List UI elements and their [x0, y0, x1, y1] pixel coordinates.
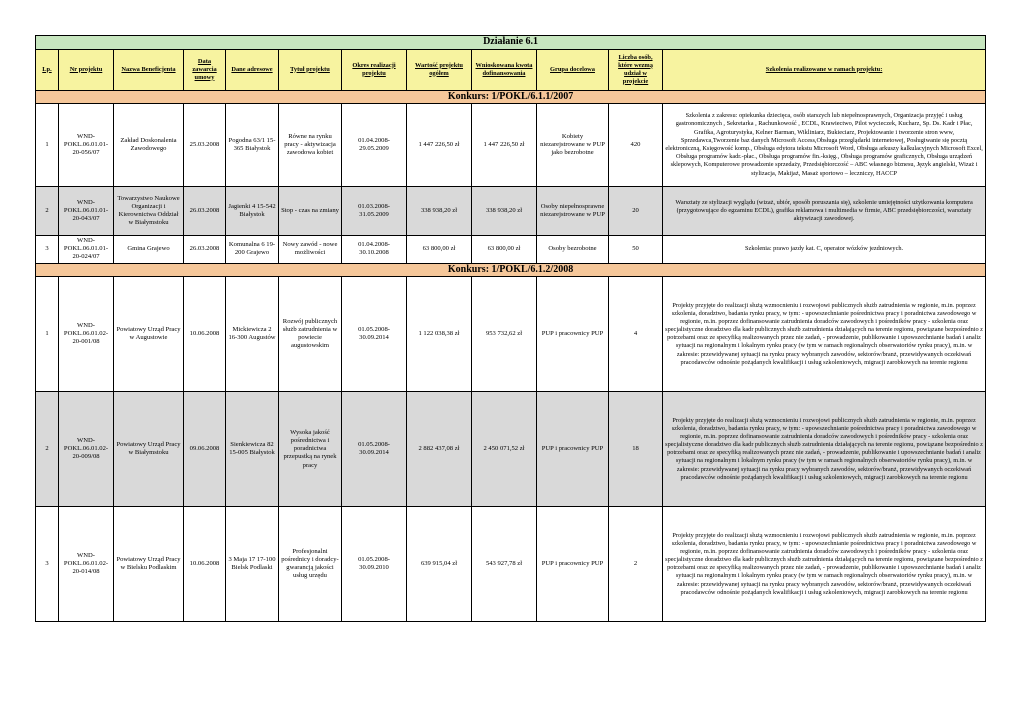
cell-lp: 3 [36, 236, 59, 264]
cell-szkolenia: Szkolenia z zakresu: opiekunka dziecięca, osób starszych lub niepełnosprawnych, Organizacja przyjęć i usług gastronomicznych , Sekretarka , Rachunkowość , ECDL, Krawiectwo, Pilot wycieczek, Kucharz, Sp. Ds. Kadr i Płac, Grafika, Agroturystyka, Kelner Barman, Wikliniarz, Bukieciarz, Projektowanie i tworzenie stron www, Sprzedawca,Tworzenie baz danych Microsoft Access,Obsługa przeglądarki internetowej, Posługiwanie się pocztą elektroniczną, Księgowość komp., Obsługa edytora tekstu Microsoft Word, Obsługa arkuszy kalkulacyjnych Microsoft Excel, Obsługa programów kadr.-płac., Obsługa programów fin.-księg., Obsługa programów graficznych, Obsługa urządzeń sklepowych, Komputerowe prowadzenie sprzedaży, Przedsiębiorczość – ABC własnego biznesu, Język angielski, Wizaż i stylizacja, Makijaż, Masaż sportowo – leczniczy, HACCP [663, 104, 986, 187]
cell-tytul-projektu: Wysoka jakość pośrednictwa i poradnictwa przepustką na rynek pracy [279, 392, 342, 507]
cell-okres-realizacji: 01.05.2008-30.09.2014 [342, 277, 407, 392]
cell-nr-projektu: WND-POKL.06.01.02-20-009/08 [59, 392, 114, 507]
cell-dane-adresowe: Sienkiewicza 82 15-005 Białystok [226, 392, 279, 507]
header-okres-realizacji: Okres realizacji projektu [342, 49, 407, 90]
cell-tytul-projektu: Profesjonalni pośrednicy i doradcy-gwarancją jakości usług urzędu [279, 507, 342, 622]
cell-wnioskowana-kwota: 543 927,78 zł [472, 507, 537, 622]
cell-liczba-osob: 420 [609, 104, 663, 187]
header-liczba-osob: Liczba osób, które wezmą udział w projekcie [609, 49, 663, 90]
cell-szkolenia: Projekty przyjęte do realizacji służą wzmocnieniu i rozwojowi publicznych służb zatrudnienia w regionie, m.in. poprzez szkolenia, doradztwo, badania rynku pracy, w tym: - upowszechnianie pośrednictwa pracy i poradnictwa zawodowego w regionie, m.in. poprzez dofinansowanie zatrudnienia doradców zawodowych i pośredników pracy - szkolenia oraz specjalistyczne doradztwo dla kadr publicznych służb zatrudnienia działających na terenie regionu, powiązane bezpośrednio z potrzebami oraz ze specyfiką realizowanych przez nie zadań, - prowadzenie, publikowanie i upowszechnianie badań i analiz sytuacji na regionalnym i lokalnym rynku pracy (w tym w ramach regionalnych obserwatoriów rynku pracy), m.in. w zakresie: przewidywanej sytuacji na rynku pracy wybranych zawodów, sektorów/branż, przewidywanych oczekiwań pracodawców odnośnie pożądanych kwalifikacji i usług szkoleniowych, migracji zarobkowych na terenie regionu [663, 507, 986, 622]
table-row [36, 392, 986, 507]
table-row [36, 187, 986, 236]
cell-wartosc-projektu: 1 447 226,50 zł [407, 104, 472, 187]
table-row [36, 236, 986, 264]
cell-nr-projektu: WND-POKL.06.01.01-20-024/07 [59, 236, 114, 264]
cell-wnioskowana-kwota: 953 732,62 zł [472, 277, 537, 392]
cell-data-umowy: 10.06.2008 [184, 507, 226, 622]
cell-okres-realizacji: 01.05.2008-30.09.2010 [342, 507, 407, 622]
cell-nr-projektu: WND-POKL.06.01.02-20-014/08 [59, 507, 114, 622]
cell-okres-realizacji: 01.04.2008-30.10.2008 [342, 236, 407, 264]
cell-lp: 1 [36, 277, 59, 392]
table-title: Działanie 6.1 [36, 36, 986, 50]
cell-dane-adresowe: 3 Maja 17 17-100 Bielsk Podlaski [226, 507, 279, 622]
cell-lp: 3 [36, 507, 59, 622]
cell-wnioskowana-kwota: 1 447 226,50 zł [472, 104, 537, 187]
header-wnioskowana-kwota: Wnioskowana kwota dofinansowania [472, 49, 537, 90]
cell-beneficjent: Gmina Grajewo [114, 236, 184, 264]
header-beneficjent: Nazwa Beneficjenta [114, 49, 184, 90]
cell-beneficjent: Towarzystwo Naukowe Organizacji i Kierownictwa Oddział w Białymstoku [114, 187, 184, 236]
header-nr-projektu: Nr projektu [59, 49, 114, 90]
cell-nr-projektu: WND-POKL.06.01.02-20-001/08 [59, 277, 114, 392]
cell-nr-projektu: WND-POKL.06.01.01-20-056/07 [59, 104, 114, 187]
cell-grupa-docelowa: Osoby niepełnosprawne niezarejstrowane w PUP [537, 187, 609, 236]
cell-beneficjent: Zakład Doskonalenia Zawodowego [114, 104, 184, 187]
cell-grupa-docelowa: Kobiety niezarejstrowane w PUP jako bezrobotne [537, 104, 609, 187]
cell-grupa-docelowa: PUP i pracownicy PUP [537, 277, 609, 392]
table-row [36, 277, 986, 392]
cell-szkolenia: Szkolenia: prawo jazdy kat. C, operator wózków jezdniowych. [663, 236, 986, 264]
konkurs-header-2: Konkurs: 1/POKL/6.1.2/2008 [36, 263, 986, 277]
cell-okres-realizacji: 01.04.2008-29.05.2009 [342, 104, 407, 187]
cell-wnioskowana-kwota: 2 450 071,52 zł [472, 392, 537, 507]
cell-wartosc-projektu: 639 915,04 zł [407, 507, 472, 622]
header-tytul-projektu: Tytuł projektu [279, 49, 342, 90]
cell-grupa-docelowa: Osoby bezrobotne [537, 236, 609, 264]
project-table [35, 35, 986, 622]
cell-okres-realizacji: 01.03.2008-31.05.2009 [342, 187, 407, 236]
cell-tytul-projektu: Równe na rynku pracy - aktywizacja zawodowa kobiet [279, 104, 342, 187]
header-wartosc-projektu: Wartość projektu ogółem [407, 49, 472, 90]
table-row [36, 507, 986, 622]
cell-dane-adresowe: Pogodna 63/1 15-365 Białystok [226, 104, 279, 187]
cell-liczba-osob: 2 [609, 507, 663, 622]
cell-data-umowy: 10.06.2008 [184, 277, 226, 392]
cell-lp: 1 [36, 104, 59, 187]
cell-liczba-osob: 18 [609, 392, 663, 507]
cell-data-umowy: 09.06.2008 [184, 392, 226, 507]
header-dane-adresowe: Dane adresowe [226, 49, 279, 90]
cell-liczba-osob: 50 [609, 236, 663, 264]
cell-data-umowy: 25.03.2008 [184, 104, 226, 187]
cell-dane-adresowe: Jagienki 4 15-542 Białystok [226, 187, 279, 236]
cell-tytul-projektu: Stop - czas na zmiany [279, 187, 342, 236]
header-grupa-docelowa: Grupa docelowa [537, 49, 609, 90]
cell-beneficjent: Powiatowy Urząd Pracy w Białymstoku [114, 392, 184, 507]
cell-data-umowy: 26.03.2008 [184, 236, 226, 264]
cell-beneficjent: Powiatowy Urząd Pracy w Augustowie [114, 277, 184, 392]
cell-lp: 2 [36, 392, 59, 507]
table-row [36, 104, 986, 187]
cell-liczba-osob: 20 [609, 187, 663, 236]
project-table-sheet [35, 35, 985, 622]
cell-lp: 2 [36, 187, 59, 236]
cell-tytul-projektu: Nowy zawód - nowe możliwości [279, 236, 342, 264]
header-szkolenia: Szkolenia realizowane w ramach projektu: [663, 49, 986, 90]
cell-nr-projektu: WND-POKL.06.01.01-20-043/07 [59, 187, 114, 236]
cell-data-umowy: 26.03.2008 [184, 187, 226, 236]
cell-dane-adresowe: Mickiewicza 2 16-300 Augustów [226, 277, 279, 392]
konkurs-header-1: Konkurs: 1/POKL/6.1.1/2007 [36, 90, 986, 104]
cell-szkolenia: Warsztaty ze stylizacji wyglądu (wizaż, ubiór, sposób poruszania się), szkolenie umiejętności użytkowania komputera (przygotowujące do egzaminu ECDL), grafika reklamowa i multimedia w firmie, ABC przedsiębiorczości, warsztaty aktywizacji zawodowej. [663, 187, 986, 236]
cell-dane-adresowe: Komunalna 6 19-200 Grajewo [226, 236, 279, 264]
cell-wartosc-projektu: 1 122 038,38 zł [407, 277, 472, 392]
cell-szkolenia: Projekty przyjęte do realizacji służą wzmocnieniu i rozwojowi publicznych służb zatrudnienia w regionie, m.in. poprzez szkolenia, doradztwo, badania rynku pracy, w tym: - upowszechnianie pośrednictwa pracy i poradnictwa zawodowego w regionie, m.in. poprzez dofinansowanie zatrudnienia doradców zawodowych i pośredników pracy - szkolenia oraz specjalistyczne doradztwo dla kadr publicznych służb zatrudnienia działających na terenie regionu, powiązane bezpośrednio z potrzebami oraz ze specyfiką realizowanych przez nie zadań, - prowadzenie, publikowanie i upowszechnianie badań i analiz sytuacji na regionalnym i lokalnym rynku pracy (w tym w ramach regionalnych obserwatoriów rynku pracy), m.in. w zakresie: przewidywanej sytuacji na rynku pracy wybranych zawodów, sektorów/branż, przewidywanych oczekiwań pracodawców odnośnie pożądanych kwalifikacji i usług szkoleniowych, migracji zarobkowych na terenie regionu [663, 277, 986, 392]
cell-beneficjent: Powiatowy Urząd Pracy w Bielsku Podlaskim [114, 507, 184, 622]
cell-wartosc-projektu: 338 938,20 zł [407, 187, 472, 236]
header-data-umowy: Data zawarcia umowy [184, 49, 226, 90]
cell-wnioskowana-kwota: 338 938,20 zł [472, 187, 537, 236]
cell-szkolenia: Projekty przyjęte do realizacji służą wzmocnieniu i rozwojowi publicznych służb zatrudnienia w regionie, m.in. poprzez szkolenia, doradztwo, badania rynku pracy, w tym: - upowszechnianie pośrednictwa pracy i poradnictwa zawodowego w regionie, m.in. poprzez dofinansowanie zatrudnienia doradców zawodowych i pośredników pracy - szkolenia oraz specjalistyczne doradztwo dla kadr publicznych służb zatrudnienia działających na terenie regionu, powiązane bezpośrednio z potrzebami oraz ze specyfiką realizowanych przez nie zadań, - prowadzenie, publikowanie i upowszechnianie badań i analiz sytuacji na regionalnym i lokalnym rynku pracy (w tym w ramach regionalnych obserwatoriów rynku pracy), m.in. w zakresie: przewidywanej sytuacji na rynku pracy wybranych zawodów, sektorów/branż, przewidywanych oczekiwań pracodawców odnośnie pożądanych kwalifikacji i usług szkoleniowych, migracji zarobkowych na terenie regionu [663, 392, 986, 507]
header-lp: Lp. [36, 49, 59, 90]
cell-tytul-projektu: Rozwój publicznych służb zatrudnienia w powiecie augustowskim [279, 277, 342, 392]
cell-liczba-osob: 4 [609, 277, 663, 392]
cell-okres-realizacji: 01.05.2008-30.09.2014 [342, 392, 407, 507]
cell-wnioskowana-kwota: 63 800,00 zł [472, 236, 537, 264]
cell-wartosc-projektu: 2 882 437,08 zł [407, 392, 472, 507]
cell-grupa-docelowa: PUP i pracownicy PUP [537, 392, 609, 507]
cell-wartosc-projektu: 63 800,00 zł [407, 236, 472, 264]
cell-grupa-docelowa: PUP i pracownicy PUP [537, 507, 609, 622]
